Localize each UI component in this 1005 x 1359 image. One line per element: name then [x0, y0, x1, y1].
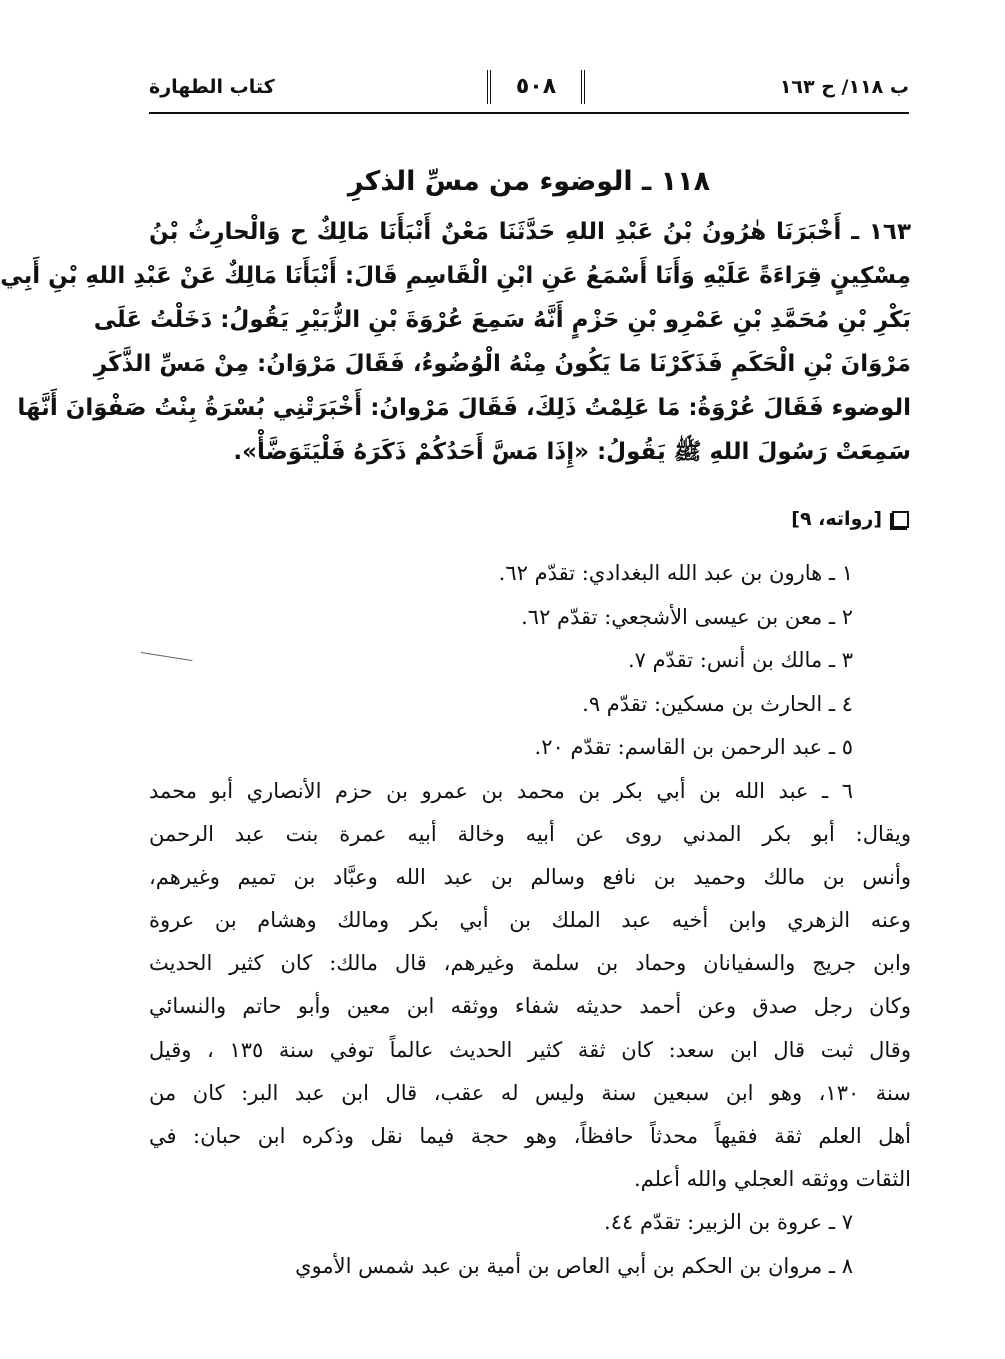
narrators-heading	[791, 508, 909, 530]
narrator-item: ٤ ـ الحارث بن مسكين: تقدّم ٩.	[582, 691, 853, 716]
hadith-line: الوضوء فَقَالَ عُرْوَةُ: مَا عَلِمْتُ ذَلِكَ، فَقَالَ مَرْوانُ: أَخْبَرَتْنِي بُسْرَةُ بِنْتُ صَفْوَانَ أَنَّهَا	[17, 395, 911, 421]
narrator-item: ٨ ـ مروان بن الحكم بن أبي العاص بن أمية بن عبد شمس الأموي	[295, 1253, 853, 1278]
biography-line: سنة ١٣٠، وهو ابن سبعين سنة وليس له عقب، قال ابن عبد البر: كان من	[149, 1080, 911, 1105]
narrator-item: ٥ ـ عبد الرحمن بن القاسم: تقدّم ٢٠.	[534, 735, 853, 759]
narrator-item-biography	[149, 770, 911, 1202]
hadith-line: مَرْوَانَ بْنِ الْحَكَمِ فَذَكَرْنَا مَا يَكُونُ مِنْهُ الْوُضُوءُ، فَقَالَ مَرْوَانُ: مِنْ مَسِّ الذَّكَرِ	[93, 351, 911, 377]
biography-line: وأنس بن مالك وحميد بن نافع وسالم بن عبد الله وعبَّاد بن تميم وغيرهم،	[149, 864, 911, 889]
narrator-item: ٢ ـ معن بن عيسى الأشجعي: تقدّم ٦٢.	[521, 604, 853, 629]
biography-line: وكان رجل صدق وعن أحمد حديثه شفاء ووثقه ابن معين وأبو حاتم والنسائي	[149, 994, 911, 1019]
narrator-item: ٧ ـ عروة بن الزبير: تقدّم ٤٤.	[604, 1210, 853, 1235]
biography-line: أهل العلم ثقة فقيهاً محدثاً حافظاً، وهو حجة فيما نقل وذكره ابن حبان: في	[149, 1124, 911, 1148]
narrator-item: ٣ ـ مالك بن أنس: تقدّم ٧.	[627, 648, 853, 672]
hadith-line: سَمِعَتْ رَسُولَ اللهِ ﷺ يَقُولُ: «إِذَا مَسَّ أَحَدُكُمْ ذَكَرَهُ فَلْيَتَوَضَّأْ».	[233, 439, 911, 465]
biography-line: الثقات ووثقه العجلي والله أعلم.	[634, 1167, 911, 1192]
page-header	[149, 70, 909, 110]
biography-line: ويقال: أبو بكر المدني روى عن أبيه وخالة أبيه عمرة بنت عبد الرحمن	[149, 821, 911, 846]
biography-line: وابن جريج والسفيانان وحماد بن سلمة وغيرهم، قال مالك: كان كثير الحديث	[149, 951, 911, 976]
narrators-heading-label: [رواته، ٩]	[791, 508, 882, 530]
biography-line: وقال ثبت قال ابن سعد: كان ثقة كثير الحديث عالماً توفي سنة ١٣٥ ، وقيل	[149, 1037, 911, 1062]
narrator-item: ١ ـ هارون بن عبد الله البغدادي: تقدّم ٦٢.	[498, 561, 853, 585]
chapter-title: ١١٨ ـ الوضوء من مسِّ الذكرِ	[347, 166, 711, 197]
book-title: كتاب الطهارة	[149, 76, 275, 98]
header-divider	[149, 112, 909, 114]
square-box-icon	[892, 511, 909, 528]
hadith-line: بَكْرِ بْنِ مُحَمَّدِ بْنِ عَمْرِو بْنِ حَزْمٍ أَنَّهُ سَمِعَ عُرْوَةَ بْنِ الزُّبَيْرِ يَقُولُ: دَخَلْتُ عَلَى	[93, 307, 911, 333]
hadith-line: مِسْكِينٍ قِرَاءَةً عَلَيْهِ وَأَنَا أَسْمَعُ عَنِ ابْنِ الْقَاسِمِ قَالَ: أَنْبَأَنَا مَالِكٌ عَنْ عَبْدِ اللهِ بْنِ أَبِي	[0, 263, 911, 289]
chapter-reference: ب ١١٨/ ح ١٦٣	[779, 76, 909, 98]
biography-line: ٦ ـ عبد الله بن أبي بكر بن محمد بن عمرو بن حزم الأنصاري أبو محمد	[149, 778, 853, 803]
hadith-line: ١٦٣ ـ أَخْبَرَنَا هٰرُونُ بْنُ عَبْدِ اللهِ حَدَّثَنَا مَعْنٌ أَنْبَأَنَا مَالِكٌ ح وَالْحارِثُ بْنُ	[149, 219, 911, 245]
page-number: ٥٠٨	[487, 70, 585, 104]
biography-line: وعنه الزهري وابن أخيه عبد الملك بن أبي بكر ومالك وهشام بن عروة	[149, 908, 911, 933]
hadith-text	[0, 210, 911, 474]
narrator-list	[149, 552, 911, 1288]
